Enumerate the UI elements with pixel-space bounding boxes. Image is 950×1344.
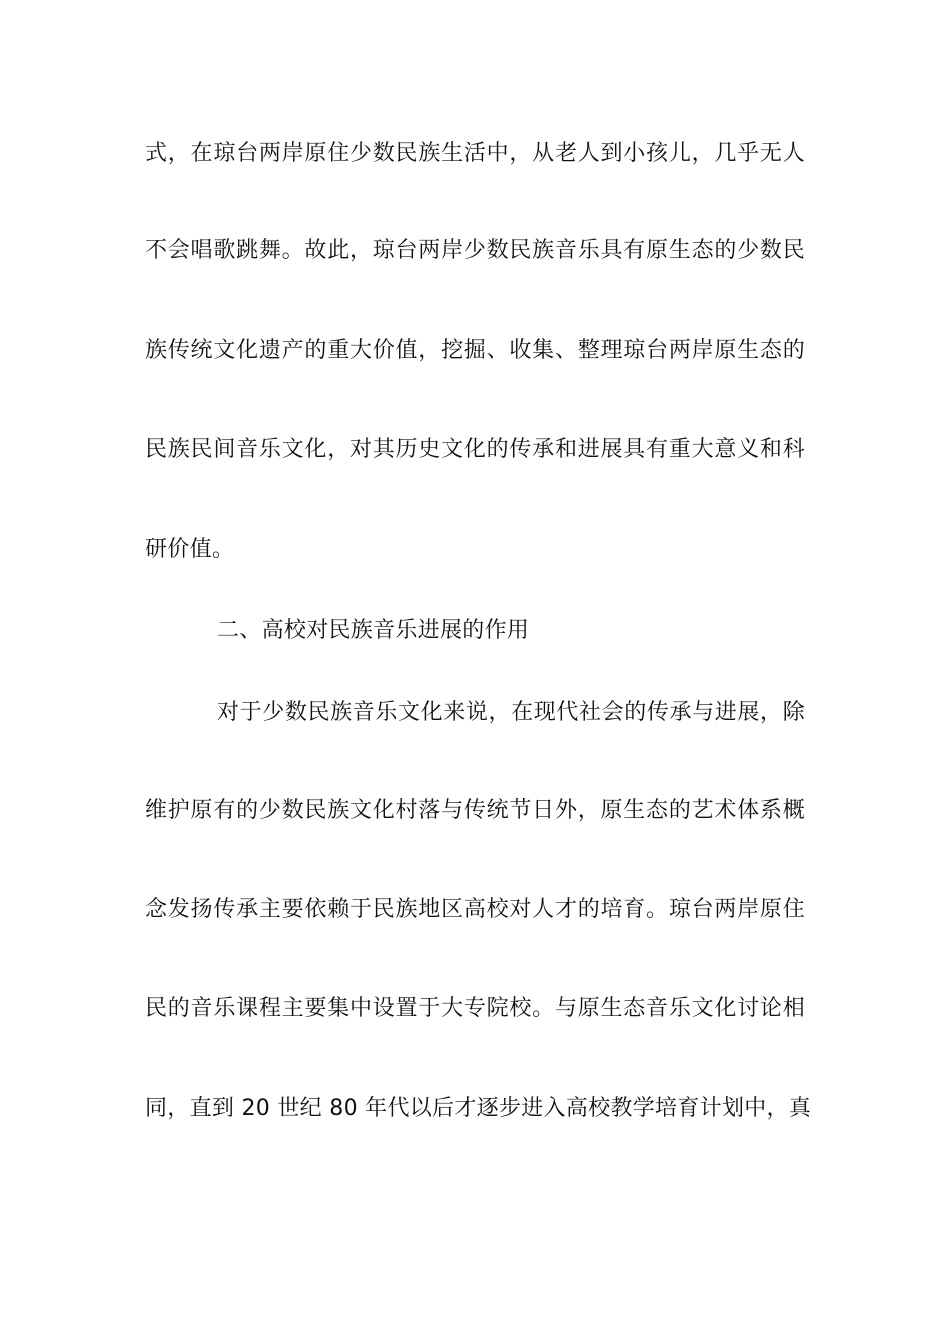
paragraph-line-indented: 对于少数民族音乐文化来说，在现代社会的传承与进展，除: [217, 700, 805, 725]
paragraph-line: 不会唱歌跳舞。故此，琼台两岸少数民族音乐具有原生态的少数民: [145, 238, 805, 263]
paragraph-line: 民族民间音乐文化，对其历史文化的传承和进展具有重大意义和科: [145, 437, 805, 462]
paragraph-line: 念发扬传承主要依赖于民族地区高校对人才的培育。琼台两岸原住: [145, 897, 805, 922]
paragraph-line-last: 研价值。: [145, 537, 235, 562]
paragraph-line: 维护原有的少数民族文化村落与传统节日外，原生态的艺术体系概: [145, 798, 805, 823]
paragraph-line: 民的音乐课程主要集中设置于大专院校。与原生态音乐文化讨论相: [145, 996, 805, 1021]
section-heading: 二、高校对民族音乐进展的作用: [217, 618, 530, 643]
paragraph-line: 族传统文化遗产的重大价值，挖掘、收集、整理琼台两岸原生态的: [145, 338, 805, 363]
paragraph-line: 式，在琼台两岸原住少数民族生活中，从老人到小孩儿，几乎无人: [145, 141, 805, 166]
paragraph-line: 同，直到 20 世纪 80 年代以后才逐步进入高校教学培育计划中，真: [145, 1096, 812, 1121]
